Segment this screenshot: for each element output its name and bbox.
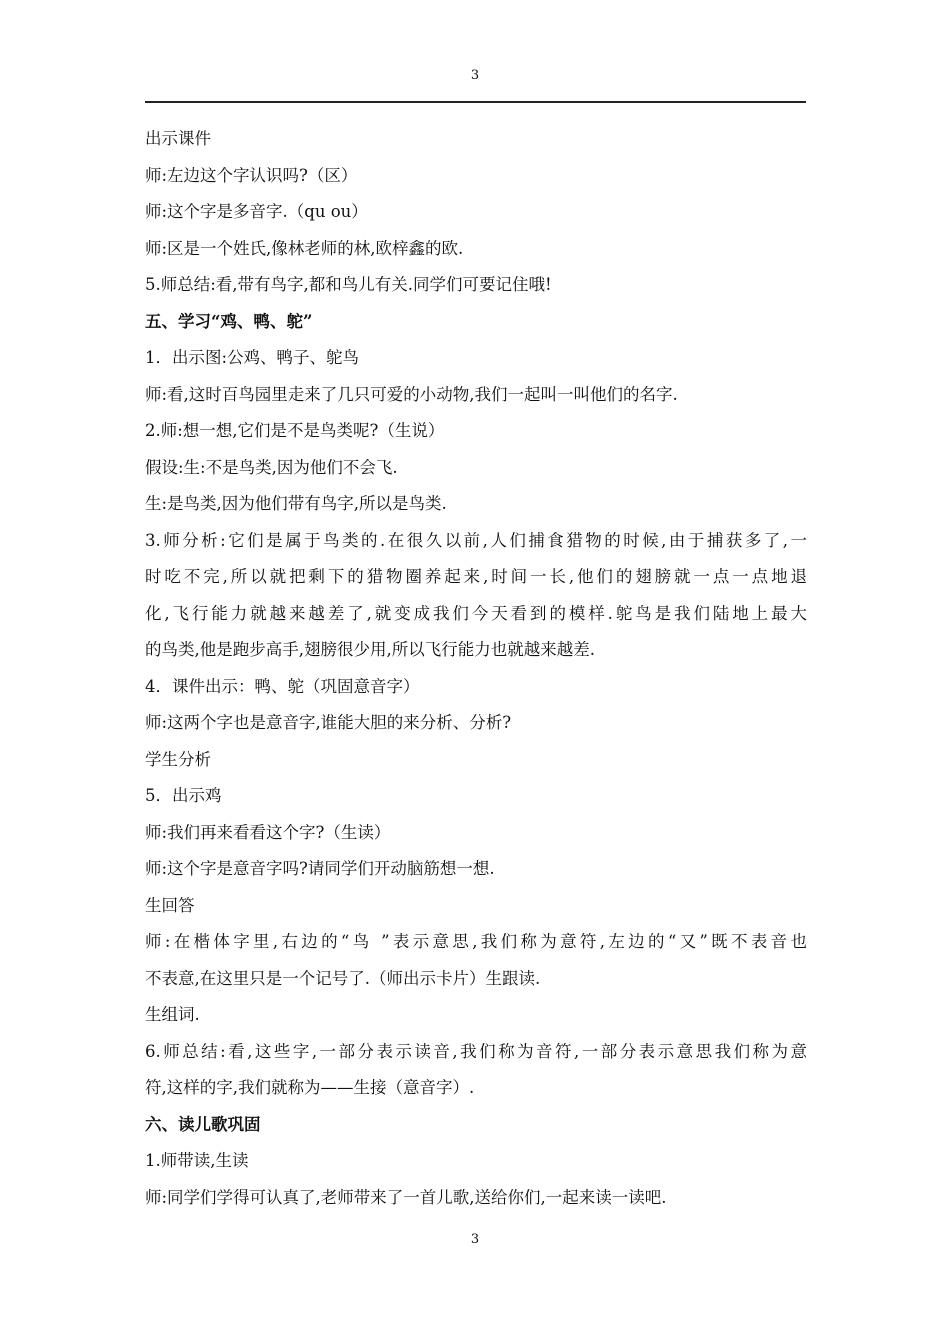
text-line: 6.师总结:看,这些字,一部分表示读音,我们称为音符,一部分表示意思我们称为意 xyxy=(145,1041,807,1061)
text-line: 生:是鸟类,因为他们带有鸟字,所以是鸟类. xyxy=(145,494,447,513)
section-heading: 六、读儿歌巩固 xyxy=(145,1114,261,1134)
text-line: 化,飞行能力就越来越差了,就变成我们今天看到的模样.鸵鸟是我们陆地上最大 xyxy=(145,603,807,623)
text-line: 1．出示图:公鸡、鸭子、鸵鸟 xyxy=(145,348,360,367)
text-line: 学生分析 xyxy=(145,749,211,769)
text-line: 符,这样的字,我们就称为——生接（意音字）. xyxy=(145,1078,475,1097)
text-line: 假设:生:不是鸟类,因为他们不会飞. xyxy=(145,457,398,477)
text-line: 师:左边这个字认识吗?（区） xyxy=(145,165,358,185)
text-line: 师:这个字是多音字.（qu ou） xyxy=(145,202,368,221)
text-line: 不表意,在这里只是一个记号了.（师出示卡片）生跟读. xyxy=(145,968,541,988)
text-line: 师:这两个字也是意音字,谁能大胆的来分析、分析? xyxy=(145,713,512,732)
text-line: 时吃不完,所以就把剩下的猎物圈养起来,时间一长,他们的翅膀就一点一点地退 xyxy=(145,567,807,586)
text-line: 师:我们再来看看这个字?（生读） xyxy=(145,822,391,842)
section-heading: 五、学习“鸡、鸭、鸵” xyxy=(145,311,313,331)
text-line: 生组词. xyxy=(145,1005,200,1024)
header-rule xyxy=(145,101,806,103)
text-line: 师:看,这时百鸟园里走来了几只可爱的小动物,我们一起叫一叫他们的名字. xyxy=(145,384,678,404)
text-line: 师:在楷体字里,右边的“鸟 ”表示意思,我们称为意符,左边的“又”既不表音也 xyxy=(145,932,807,951)
page-number-bottom: 3 xyxy=(470,1232,480,1247)
text-line: 出示课件 xyxy=(145,129,211,148)
page-number-top: 3 xyxy=(470,68,480,83)
document-body xyxy=(145,121,807,1216)
text-line: 5．出示鸡 xyxy=(145,786,222,805)
text-line: 师:区是一个姓氏,像林老师的林,欧梓鑫的欧. xyxy=(145,238,464,258)
text-line: 师:同学们学得可认真了,老师带来了一首儿歌,送给你们,一起来读一读吧. xyxy=(145,1187,667,1207)
text-line: 3.师分析:它们是属于鸟类的.在很久以前,人们捕食猎物的时候,由于捕获多了,一 xyxy=(145,530,807,550)
text-line: 的鸟类,他是跑步高手,翅膀很少用,所以飞行能力也就越来越差. xyxy=(145,640,595,659)
text-line: 生回答 xyxy=(145,895,195,915)
text-line: 1.师带读,生读 xyxy=(145,1151,249,1170)
text-line: 5.师总结:看,带有鸟字,都和鸟儿有关.同学们可要记住哦! xyxy=(145,275,552,294)
text-line: 2.师:想一想,它们是不是鸟类呢?（生说） xyxy=(145,421,445,440)
text-line: 师:这个字是意音字吗?请同学们开动脑筋想一想. xyxy=(145,859,495,878)
text-line: 4．课件出示：鸭、鸵（巩固意音字） xyxy=(145,676,420,696)
